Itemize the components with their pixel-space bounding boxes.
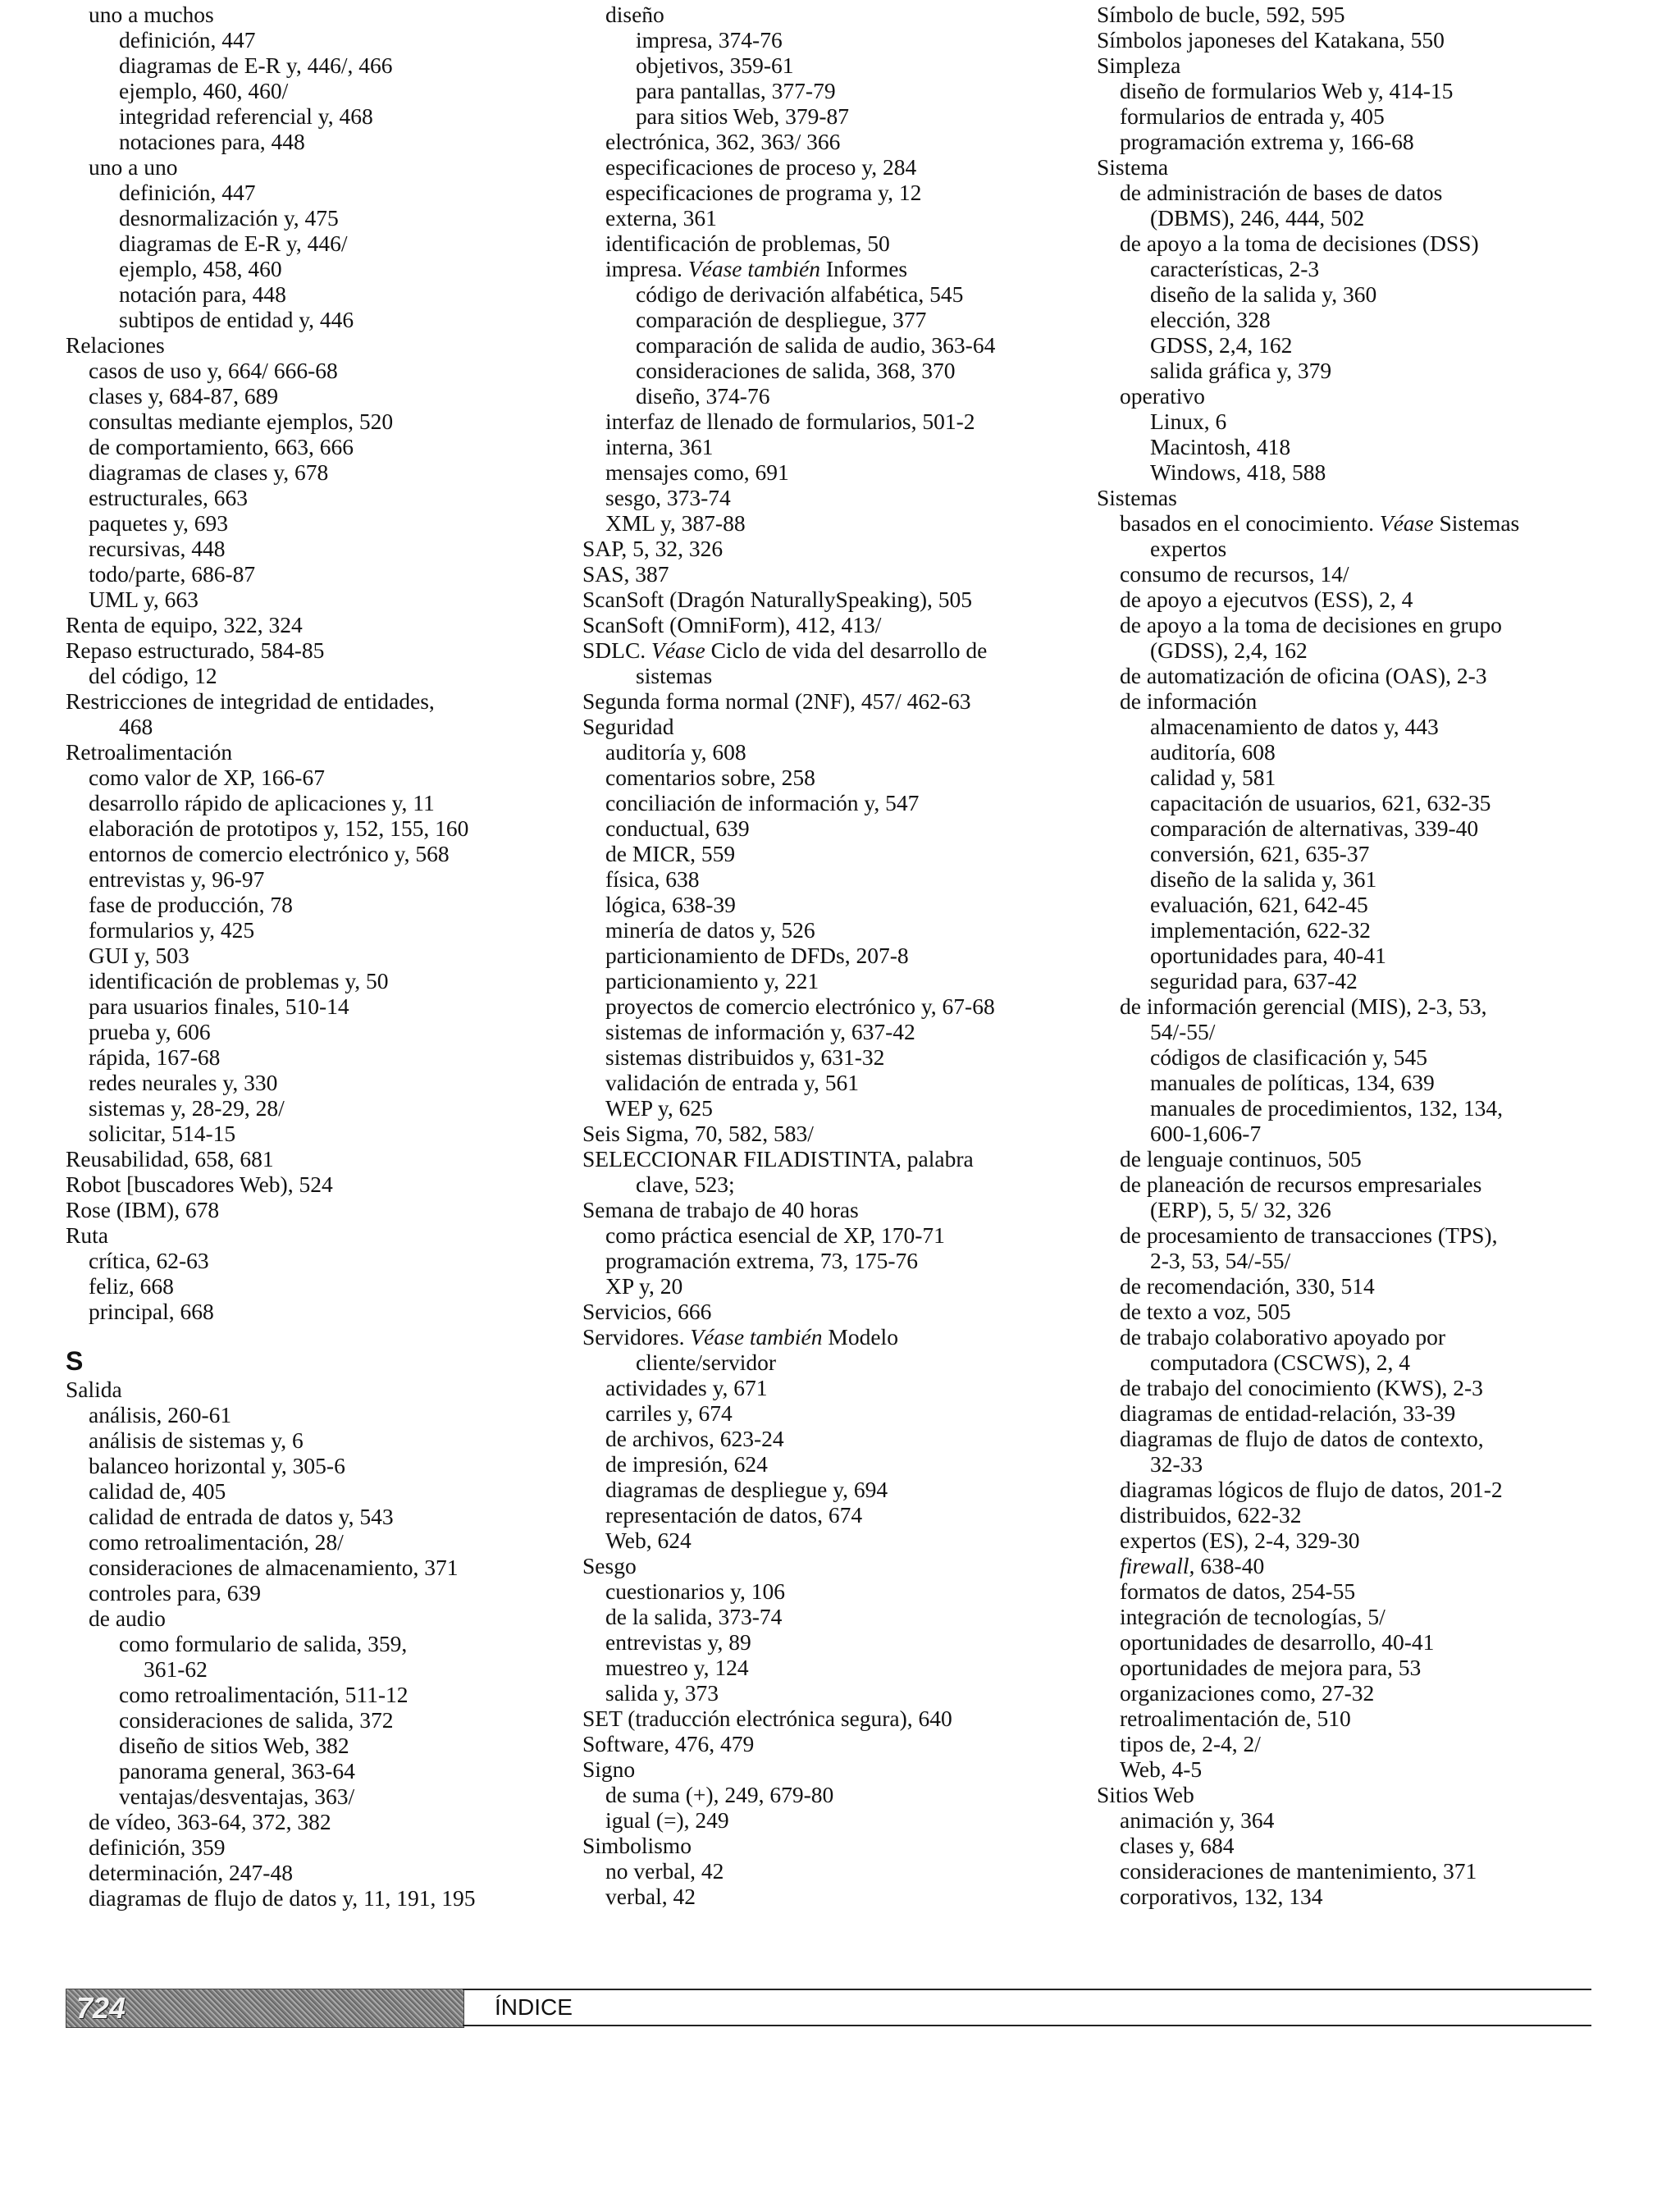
- index-subentry: oportunidades de mejora para, 53: [1120, 1655, 1422, 1680]
- index-subentry: identificación de problemas y, 50: [89, 968, 389, 993]
- index-entry: Simpleza: [1097, 53, 1181, 78]
- footer-rule-top: [463, 1989, 1591, 1990]
- index-subentry: del código, 12: [89, 663, 217, 688]
- page-footer: [66, 1985, 1526, 2028]
- index-subentry: distribuidos, 622-32: [1120, 1502, 1302, 1528]
- index-entry: Sistema: [1097, 154, 1169, 180]
- index-subentry: calidad y, 581: [1150, 765, 1276, 790]
- index-subentry: códigos de clasificación y, 545: [1150, 1044, 1428, 1070]
- cross-reference-target: Ciclo de vida del desarrollo de: [710, 637, 988, 663]
- index-subentry: de texto a voz, 505: [1120, 1299, 1291, 1324]
- index-subentry: consumo de recursos, 14/: [1120, 561, 1349, 587]
- index-entry: [582, 1324, 1075, 1350]
- index-subentry: 2-3, 53, 54/-55/: [1150, 1248, 1291, 1273]
- index-subentry: diagramas de E-R y, 446/, 466: [119, 53, 393, 78]
- index-entry: Semana de trabajo de 40 horas: [582, 1197, 859, 1222]
- index-subentry: interfaz de llenado de formularios, 501-2: [605, 409, 975, 434]
- index-subentry: organizaciones como, 27-32: [1120, 1680, 1375, 1706]
- section-letter: S: [66, 1346, 84, 1376]
- cross-reference-label: Véase también: [690, 1324, 823, 1350]
- index-subentry: oportunidades de desarrollo, 40-41: [1120, 1629, 1435, 1655]
- index-subentry: elaboración de prototipos y, 152, 155, 160: [89, 815, 469, 841]
- index-subentry: fase de producción, 78: [89, 892, 293, 917]
- index-subentry: consultas mediante ejemplos, 520: [89, 409, 394, 434]
- index-subentry: de comportamiento, 663, 666: [89, 434, 354, 459]
- index-subentry: lógica, 638-39: [605, 892, 736, 917]
- index-subentry: diagramas de E-R y, 446/: [119, 231, 348, 256]
- cross-reference-target: Modelo: [828, 1324, 898, 1350]
- cross-reference-label: firewall,: [1120, 1553, 1195, 1578]
- index-subentry: [1097, 1553, 1630, 1578]
- index-entry: SAS, 387: [582, 561, 669, 587]
- index-entry: Reusabilidad, 658, 681: [66, 1146, 274, 1172]
- index-subentry: paquetes y, 693: [89, 510, 229, 536]
- index-subentry: panorama general, 363-64: [119, 1758, 355, 1784]
- index-subentry: análisis, 260-61: [89, 1402, 232, 1427]
- index-subentry: rápida, 167-68: [89, 1044, 221, 1070]
- index-entry: SELECCIONAR FILADISTINTA, palabra: [582, 1146, 974, 1172]
- index-subentry: GUI y, 503: [89, 943, 189, 968]
- index-subentry: identificación de problemas, 50: [605, 231, 890, 256]
- index-subentry: auditoría, 608: [1150, 739, 1276, 765]
- index-subentry: 32-33: [1150, 1451, 1203, 1477]
- index-subentry: notación para, 448: [119, 281, 286, 307]
- index-subentry: como valor de XP, 166-67: [89, 765, 325, 790]
- index-subentry: especificaciones de programa y, 12: [605, 180, 922, 205]
- index-entry: Segunda forma normal (2NF), 457/ 462-63: [582, 688, 971, 714]
- index-subentry: diseño de sitios Web, 382: [119, 1733, 349, 1758]
- index-subentry: formatos de datos, 254-55: [1120, 1578, 1356, 1604]
- index-subentry: entornos de comercio electrónico y, 568: [89, 841, 450, 866]
- index-subentry: de impresión, 624: [605, 1451, 768, 1477]
- index-entry: Símbolos japoneses del Katakana, 550: [1097, 27, 1445, 53]
- index-subentry: entrevistas y, 96-97: [89, 866, 265, 892]
- index-column-3: [1097, 2, 1630, 1909]
- index-subentry: programación extrema y, 166-68: [1120, 129, 1414, 154]
- index-subentry: uno a muchos: [89, 2, 214, 27]
- index-subentry: principal, 668: [89, 1299, 214, 1324]
- index-subentry: de trabajo colaborativo apoyado por: [1120, 1324, 1446, 1350]
- index-subentry: estructurales, 663: [89, 485, 248, 510]
- entry-text: basados en el conocimiento.: [1120, 510, 1375, 536]
- index-subentry: 600-1,606-7: [1150, 1121, 1262, 1146]
- index-entry: Repaso estructurado, 584-85: [66, 637, 325, 663]
- cross-reference-label: Véase también: [687, 256, 820, 281]
- index-subentry: como práctica esencial de XP, 170-71: [605, 1222, 945, 1248]
- footer-rule-bottom: [463, 2025, 1591, 2026]
- index-subentry: XP y, 20: [605, 1273, 683, 1299]
- index-entry: [582, 637, 1075, 663]
- index-subentry: seguridad para, 637-42: [1150, 968, 1358, 993]
- index-subentry: de administración de bases de datos: [1120, 180, 1443, 205]
- index-subentry: solicitar, 514-15: [89, 1121, 236, 1146]
- index-entry: Seis Sigma, 70, 582, 583/: [582, 1121, 814, 1146]
- index-subentry: expertos: [1150, 536, 1227, 561]
- index-subentry: clave, 523;: [636, 1172, 735, 1197]
- index-subentry: sistemas de información y, 637-42: [605, 1019, 915, 1044]
- index-subentry: 361-62: [144, 1656, 208, 1682]
- index-subentry: diseño, 374-76: [636, 383, 770, 409]
- index-subentry: Web, 4-5: [1120, 1756, 1203, 1782]
- index-subentry: ejemplo, 458, 460: [119, 256, 282, 281]
- index-subentry: [582, 256, 1075, 281]
- index-subentry: XML y, 387-88: [605, 510, 746, 536]
- index-subentry: crítica, 62-63: [89, 1248, 209, 1273]
- index-subentry: (GDSS), 2,4, 162: [1150, 637, 1308, 663]
- index-subentry: clases y, 684: [1120, 1833, 1235, 1858]
- index-subentry: de suma (+), 249, 679-80: [605, 1782, 834, 1807]
- index-entry: Signo: [582, 1756, 636, 1782]
- index-subentry: minería de datos y, 526: [605, 917, 815, 943]
- index-entry: Renta de equipo, 322, 324: [66, 612, 303, 637]
- index-subentry: evaluación, 621, 642-45: [1150, 892, 1368, 917]
- index-subentry: definición, 447: [119, 180, 256, 205]
- index-subentry: análisis de sistemas y, 6: [89, 1427, 304, 1453]
- index-subentry: diagramas de flujo de datos de contexto,: [1120, 1426, 1484, 1451]
- index-subentry: casos de uso y, 664/ 666-68: [89, 358, 338, 383]
- index-subentry: 468: [119, 714, 153, 739]
- index-subentry: controles para, 639: [89, 1580, 261, 1605]
- index-subentry: determinación, 247-48: [89, 1860, 293, 1885]
- index-subentry: de procesamiento de transacciones (TPS),: [1120, 1222, 1498, 1248]
- index-subentry: verbal, 42: [605, 1884, 696, 1909]
- index-subentry: ventajas/desventajas, 363/: [119, 1784, 355, 1809]
- index-subentry: todo/parte, 686-87: [89, 561, 256, 587]
- index-subentry: de información gerencial (MIS), 2-3, 53,: [1120, 993, 1487, 1019]
- index-subentry: comparación de salida de audio, 363-64: [636, 332, 996, 358]
- index-entry: Relaciones: [66, 332, 165, 358]
- index-subentry: cuestionarios y, 106: [605, 1578, 785, 1604]
- index-subentry: comparación de alternativas, 339-40: [1150, 815, 1479, 841]
- index-entry: SAP, 5, 32, 326: [582, 536, 724, 561]
- entry-text: SDLC.: [582, 637, 646, 663]
- index-subentry: diagramas de entidad-relación, 33-39: [1120, 1400, 1456, 1426]
- index-subentry: mensajes como, 691: [605, 459, 789, 485]
- index-subentry: desarrollo rápido de aplicaciones y, 11: [89, 790, 435, 815]
- index-subentry: de información: [1120, 688, 1258, 714]
- index-subentry: consideraciones de mantenimiento, 371: [1120, 1858, 1477, 1884]
- index-subentry: como retroalimentación, 28/: [89, 1529, 344, 1555]
- index-subentry: Web, 624: [605, 1528, 692, 1553]
- index-subentry: interna, 361: [605, 434, 714, 459]
- index-subentry: impresa, 374-76: [636, 27, 783, 53]
- index-subentry: de apoyo a la toma de decisiones (DSS): [1120, 231, 1479, 256]
- index-entry: Retroalimentación: [66, 739, 233, 765]
- index-subentry: capacitación de usuarios, 621, 632-35: [1150, 790, 1491, 815]
- index-subentry: computadora (CSCWS), 2, 4: [1150, 1350, 1410, 1375]
- index-subentry: actividades y, 671: [605, 1375, 768, 1400]
- index-subentry: WEP y, 625: [605, 1095, 713, 1121]
- index-subentry: auditoría y, 608: [605, 739, 746, 765]
- index-subentry: de lenguaje continuos, 505: [1120, 1146, 1362, 1172]
- index-subentry: física, 638: [605, 866, 700, 892]
- cross-reference-target: Sistemas: [1439, 510, 1520, 536]
- index-subentry: para sitios Web, 379-87: [636, 103, 850, 129]
- index-subentry: definición, 447: [119, 27, 256, 53]
- index-subentry: conciliación de información y, 547: [605, 790, 920, 815]
- index-subentry: de archivos, 623-24: [605, 1426, 784, 1451]
- cross-reference-target: 638-40: [1200, 1553, 1265, 1578]
- index-subentry: (ERP), 5, 5/ 32, 326: [1150, 1197, 1331, 1222]
- index-subentry: desnormalización y, 475: [119, 205, 339, 231]
- index-subentry: no verbal, 42: [605, 1858, 724, 1884]
- index-subentry: feliz, 668: [89, 1273, 174, 1299]
- index-subentry: como retroalimentación, 511-12: [119, 1682, 409, 1707]
- index-subentry: objetivos, 359-61: [636, 53, 794, 78]
- index-subentry: consideraciones de almacenamiento, 371: [89, 1555, 459, 1580]
- index-entry: Seguridad: [582, 714, 674, 739]
- index-subentry: validación de entrada y, 561: [605, 1070, 859, 1095]
- index-subentry: manuales de procedimientos, 132, 134,: [1150, 1095, 1503, 1121]
- index-subentry: particionamiento de DFDs, 207-8: [605, 943, 909, 968]
- index-subentry: manuales de políticas, 134, 639: [1150, 1070, 1435, 1095]
- index-subentry: igual (=), 249: [605, 1807, 729, 1833]
- index-subentry: ejemplo, 460, 460/: [119, 78, 289, 103]
- index-subentry: como formulario de salida, 359,: [119, 1631, 408, 1656]
- index-subentry: conductual, 639: [605, 815, 750, 841]
- index-subentry: prueba y, 606: [89, 1019, 211, 1044]
- index-entry: Sistemas: [1097, 485, 1177, 510]
- index-subentry: almacenamiento de datos y, 443: [1150, 714, 1439, 739]
- index-subentry: de trabajo del conocimiento (KWS), 2-3: [1120, 1375, 1483, 1400]
- index-subentry: para pantallas, 377-79: [636, 78, 836, 103]
- index-subentry: programación extrema, 73, 175-76: [605, 1248, 919, 1273]
- index-subentry: carriles y, 674: [605, 1400, 733, 1426]
- index-subentry: externa, 361: [605, 205, 717, 231]
- index-subentry: de audio: [89, 1605, 166, 1631]
- index-subentry: uno a uno: [89, 154, 178, 180]
- index-subentry: consideraciones de salida, 372: [119, 1707, 394, 1733]
- index-subentry: expertos (ES), 2-4, 329-30: [1120, 1528, 1360, 1553]
- index-subentry: diagramas de clases y, 678: [89, 459, 329, 485]
- index-subentry: sistemas distribuidos y, 631-32: [605, 1044, 885, 1070]
- index-subentry: retroalimentación de, 510: [1120, 1706, 1351, 1731]
- index-subentry: representación de datos, 674: [605, 1502, 863, 1528]
- index-subentry: animación y, 364: [1120, 1807, 1275, 1833]
- index-subentry: salida y, 373: [605, 1680, 719, 1706]
- index-subentry: sistemas y, 28-29, 28/: [89, 1095, 285, 1121]
- index-subentry: Macintosh, 418: [1150, 434, 1291, 459]
- index-subentry: corporativos, 132, 134: [1120, 1884, 1323, 1909]
- index-entry: Restricciones de integridad de entidades,: [66, 688, 435, 714]
- index-subentry: UML y, 663: [89, 587, 199, 612]
- index-entry: Servicios, 666: [582, 1299, 712, 1324]
- index-subentry: recursivas, 448: [89, 536, 226, 561]
- index-subentry: formularios y, 425: [89, 917, 255, 943]
- index-subentry: comentarios sobre, 258: [605, 765, 815, 790]
- index-subentry: de la salida, 373-74: [605, 1604, 783, 1629]
- index-entry: Salida: [66, 1377, 122, 1402]
- index-subentry: (DBMS), 246, 444, 502: [1150, 205, 1365, 231]
- cross-reference-target: Informes: [825, 256, 908, 281]
- index-subentry: particionamiento y, 221: [605, 968, 819, 993]
- index-subentry: GDSS, 2,4, 162: [1150, 332, 1293, 358]
- index-subentry: especificaciones de proceso y, 284: [605, 154, 917, 180]
- index-subentry: calidad de entrada de datos y, 543: [89, 1504, 394, 1529]
- index-subentry: Windows, 418, 588: [1150, 459, 1326, 485]
- index-subentry: integridad referencial y, 468: [119, 103, 373, 129]
- index-subentry: integración de tecnologías, 5/: [1120, 1604, 1386, 1629]
- index-subentry: implementación, 622-32: [1150, 917, 1371, 943]
- index-entry: ScanSoft (OmniForm), 412, 413/: [582, 612, 882, 637]
- index-subentry: proyectos de comercio electrónico y, 67-68: [605, 993, 995, 1019]
- index-subentry: de vídeo, 363-64, 372, 382: [89, 1809, 331, 1834]
- index-subentry: calidad de, 405: [89, 1478, 226, 1504]
- cross-reference-label: Véase: [651, 637, 705, 663]
- index-subentry: electrónica, 362, 363/ 366: [605, 129, 841, 154]
- index-subentry: diseño de formularios Web y, 414-15: [1120, 78, 1454, 103]
- index-subentry: consideraciones de salida, 368, 370: [636, 358, 956, 383]
- index-subentry: operativo: [1120, 383, 1205, 409]
- index-subentry: diseño de la salida y, 361: [1150, 866, 1377, 892]
- index-entry: Sitios Web: [1097, 1782, 1194, 1807]
- index-subentry: 54/-55/: [1150, 1019, 1216, 1044]
- index-entry: Rose (IBM), 678: [66, 1197, 220, 1222]
- index-subentry: formularios de entrada y, 405: [1120, 103, 1385, 129]
- index-subentry: definición, 359: [89, 1834, 226, 1860]
- index-subentry: código de derivación alfabética, 545: [636, 281, 964, 307]
- index-subentry: de apoyo a ejecutvos (ESS), 2, 4: [1120, 587, 1413, 612]
- index-subentry: de recomendación, 330, 514: [1120, 1273, 1375, 1299]
- index-entry: ScanSoft (Dragón NaturallySpeaking), 505: [582, 587, 973, 612]
- index-entry: Software, 476, 479: [582, 1731, 755, 1756]
- index-entry: Robot [buscadores Web), 524: [66, 1172, 333, 1197]
- index-subentry: de planeación de recursos empresariales: [1120, 1172, 1482, 1197]
- index-subentry: para usuarios finales, 510-14: [89, 993, 349, 1019]
- index-subentry: diseño de la salida y, 360: [1150, 281, 1377, 307]
- index-subentry: elección, 328: [1150, 307, 1271, 332]
- index-subentry: conversión, 621, 635-37: [1150, 841, 1370, 866]
- index-subentry: diagramas de despliegue y, 694: [605, 1477, 888, 1502]
- entry-text: Servidores.: [582, 1324, 685, 1350]
- cross-reference-label: Véase: [1379, 510, 1434, 536]
- entry-text: impresa.: [605, 256, 682, 281]
- index-subentry: salida gráfica y, 379: [1150, 358, 1332, 383]
- index-subentry: subtipos de entidad y, 446: [119, 307, 354, 332]
- index-entry: Símbolo de bucle, 592, 595: [1097, 2, 1345, 27]
- index-subentry: sesgo, 373-74: [605, 485, 731, 510]
- index-subentry: tipos de, 2-4, 2/: [1120, 1731, 1261, 1756]
- index-subentry: de MICR, 559: [605, 841, 736, 866]
- index-subentry: de apoyo a la toma de decisiones en grupo: [1120, 612, 1502, 637]
- index-entry: SET (traducción electrónica segura), 640: [582, 1706, 952, 1731]
- index-entry: Ruta: [66, 1222, 108, 1248]
- index-entry: Simbolismo: [582, 1833, 692, 1858]
- index-subentry: comparación de despliegue, 377: [636, 307, 927, 332]
- section-label: ÍNDICE: [495, 1994, 573, 2020]
- index-subentry: diagramas de flujo de datos y, 11, 191, 195: [89, 1885, 476, 1911]
- index-subentry: oportunidades para, 40-41: [1150, 943, 1386, 968]
- index-subentry: sistemas: [636, 663, 713, 688]
- index-entry: Sesgo: [582, 1553, 637, 1578]
- index-subentry: diagramas lógicos de flujo de datos, 201-2: [1120, 1477, 1503, 1502]
- index-column-2: [582, 2, 1075, 1909]
- index-subentry: redes neurales y, 330: [89, 1070, 278, 1095]
- index-subentry: Linux, 6: [1150, 409, 1227, 434]
- index-column-1: [66, 2, 558, 1911]
- index-subentry: balanceo horizontal y, 305-6: [89, 1453, 345, 1478]
- page-number: 724: [76, 1991, 126, 2025]
- index-subentry: diseño: [605, 2, 664, 27]
- index-subentry: [1097, 510, 1630, 536]
- index-subentry: cliente/servidor: [636, 1350, 777, 1375]
- index-subentry: muestreo y, 124: [605, 1655, 749, 1680]
- index-subentry: notaciones para, 448: [119, 129, 305, 154]
- index-subentry: de automatización de oficina (OAS), 2-3: [1120, 663, 1487, 688]
- index-subentry: clases y, 684-87, 689: [89, 383, 279, 409]
- index-subentry: entrevistas y, 89: [605, 1629, 751, 1655]
- index-subentry: características, 2-3: [1150, 256, 1320, 281]
- folio-box: [66, 1989, 464, 2028]
